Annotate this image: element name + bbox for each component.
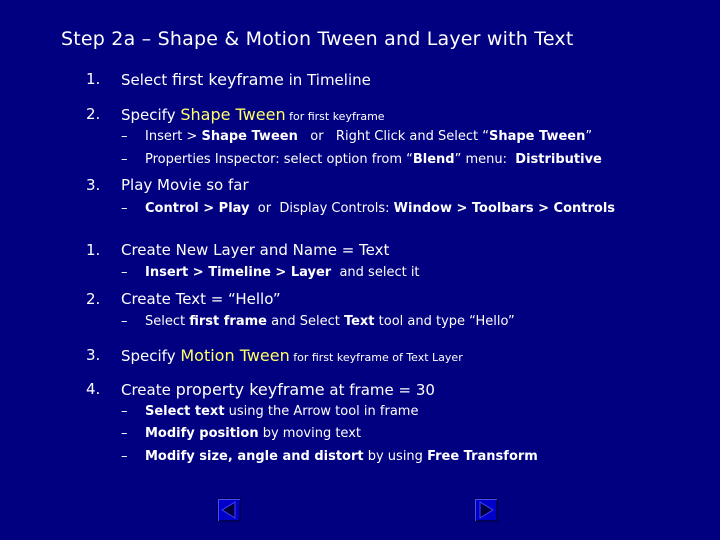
bullet-dash: – [121,449,128,464]
item-number: 3. [86,346,101,364]
substep-select-text: Select text using the Arrow tool in frame [145,404,419,419]
step-create-text: Create Text = “Hello” [121,290,281,308]
item-number: 3. [86,176,101,194]
bullet-dash: – [121,201,128,216]
item-number: 1. [86,241,101,259]
substep-properties-inspector: Properties Inspector: select option from “Blend” menu: Distributive [145,152,602,167]
step-create-layer: Create New Layer and Name = Text [121,241,390,259]
substep-modify-size: Modify size, angle and distort by using Free Transform [145,449,538,464]
next-slide-button[interactable] [474,498,498,522]
bullet-dash: – [121,152,128,167]
step-specify-motion-tween: Specify Motion Tween for first keyframe of Text Layer [121,346,463,365]
item-number: 1. [86,70,101,88]
step-play-movie: Play Movie so far [121,176,249,194]
item-number: 2. [86,290,101,308]
triangle-right-icon [475,499,497,521]
slide-title: Step 2a – Shape & Motion Tween and Layer with Text [61,28,574,50]
triangle-left-icon [218,499,240,521]
step-create-property-keyframe: Create property keyframe at frame = 30 [121,380,435,399]
substep-insert-shape-tween: Insert > Shape Tween or Right Click and Select “Shape Tween” [145,129,593,144]
substep-control-play: Control > Play or Display Controls: Window > Toolbars > Controls [145,201,616,216]
item-number: 4. [86,380,101,398]
bullet-dash: – [121,129,128,144]
bullet-dash: – [121,404,128,419]
previous-slide-button[interactable] [217,498,241,522]
substep-insert-layer: Insert > Timeline > Layer and select it [145,265,420,280]
step-specify-shape-tween: Specify Shape Tween for first keyframe [121,105,385,124]
item-number: 2. [86,105,101,123]
substep-modify-position: Modify position by moving text [145,426,361,441]
bullet-dash: – [121,426,128,441]
bullet-dash: – [121,265,128,280]
step-select-first-keyframe: Select first keyframe in Timeline [121,70,371,89]
bullet-dash: – [121,314,128,329]
substep-select-text-tool: Select first frame and Select Text tool and type “Hello” [145,314,515,329]
